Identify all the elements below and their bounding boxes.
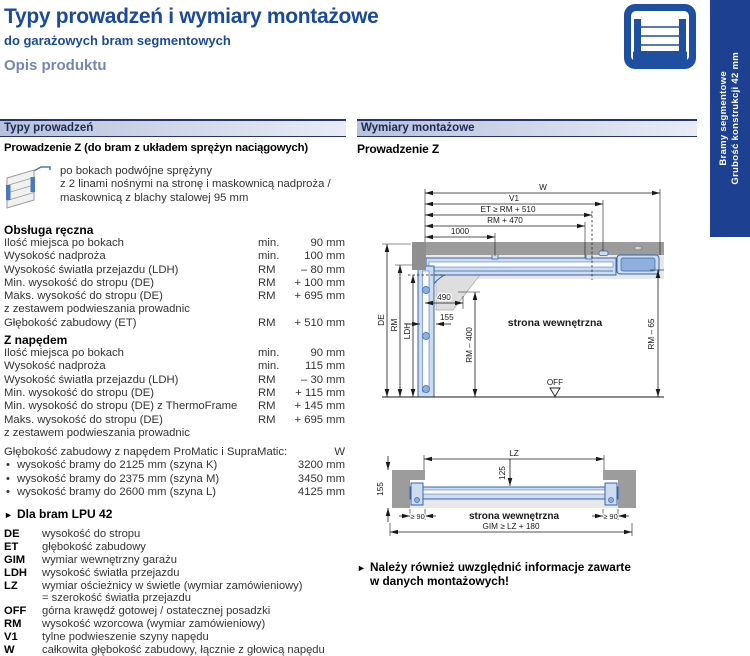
dim-155-label: 155 [376, 482, 385, 496]
row-value: + 695 mm [294, 290, 345, 303]
row-label: wysokość bramy do 2375 mm (szyna M) [17, 472, 220, 485]
legend-def: górna krawędź gotowej / ostatecznej posadzki [42, 605, 271, 618]
row-ref: RM [258, 373, 276, 386]
dim-et-label: ET ≥ RM + 510 [480, 205, 536, 214]
note-line-1: Należy również uwzględnić informacje zawarte [370, 560, 631, 574]
row-value: + 145 mm [294, 400, 345, 413]
row-value: 3450 mm [297, 472, 345, 485]
track-z-heading-right: Prowadzenie Z [357, 142, 440, 156]
dim-ge90-right-label: ≥ 90 [603, 512, 618, 521]
row-label: Wysokość światła przejazdu (LDH) [4, 373, 179, 386]
legend-def: całkowita głębokość zabudowy, łącznie z głowicą napędu [42, 643, 325, 656]
caption-line-1: po bokach podwójne sprężyny [60, 165, 212, 177]
legend-term: V1 [4, 630, 18, 643]
mounting-data-note-text [370, 560, 631, 588]
dim-de-label: DE [377, 314, 386, 326]
row-ref: min. [258, 237, 280, 249]
off-label: OFF [546, 378, 564, 387]
caption-line-3: maskownicą z blachy stalowej 95 mm [60, 191, 249, 204]
side-section-diagram [355, 168, 700, 418]
inner-side-label: strona wewnętrzna [507, 317, 603, 329]
table-row [4, 414, 345, 427]
legend-row [4, 644, 345, 656]
v1-suspension [599, 251, 608, 256]
row-ref: RM [258, 386, 276, 399]
with-operator-table [4, 347, 345, 440]
legend-row [4, 541, 345, 554]
table-row [4, 347, 345, 360]
dim-lz-label: LZ [509, 449, 519, 458]
off-floor-marker [547, 378, 563, 397]
dim-490-label: 490 [437, 293, 451, 302]
row-ref: min. [258, 360, 280, 373]
row-value: + 510 mm [294, 316, 345, 329]
table-row [4, 317, 345, 330]
mounting-data-note [357, 560, 692, 588]
legend-def: wysokość do stropu [42, 528, 141, 541]
legend-def: wymiar wewnętrzny garażu [42, 553, 177, 566]
pointer-icon: ► [357, 563, 366, 573]
legend-term: ET [4, 541, 19, 554]
lpu42-note-text: Dla bram LPU 42 [17, 507, 113, 522]
caption-line-2: z 2 linami nośnymi na stronę i maskownicą nadproża / [60, 178, 331, 191]
intro-unit: W [334, 446, 345, 459]
row-label: Min. wysokość do stropu (DE) [4, 276, 155, 289]
legend-def: = szerokość światła przejazdu [42, 592, 191, 605]
sectional-door-icon [624, 4, 696, 74]
dim-155-label: 155 [440, 313, 454, 322]
row-ref: RM [258, 276, 276, 289]
lintel [412, 242, 426, 270]
note-line-2: w danych montażowych! [370, 574, 509, 588]
dim-rm65-label: RM – 65 [647, 318, 656, 350]
table-row [4, 277, 345, 290]
row-ref: RM [258, 413, 276, 426]
row-value [292, 427, 345, 440]
lpu42-note [4, 507, 345, 522]
legend-def: wymiar ościeżnicy w świetle (wymiar zamówieniowy) [42, 579, 303, 592]
row-ref: RM [258, 290, 276, 303]
row-label: Min. wysokość do stropu (DE) z ThermoFrame [4, 400, 238, 413]
row-label: Wysokość nadproża [4, 250, 106, 263]
row-value: + 100 mm [294, 276, 345, 289]
edge-tab-line2: Grubość konstrukcji 42 mm [730, 52, 741, 185]
legend-term: DE [4, 528, 20, 541]
bullet-row [4, 459, 345, 472]
row-label: Głębokość zabudowy (ET) [4, 316, 137, 329]
legend-row-continuation [4, 592, 345, 605]
page-title: Typy prowadzeń i wymiary montażowe [4, 5, 379, 28]
table-row [4, 303, 345, 316]
operator-depth-intro [4, 446, 345, 459]
operator-depth-block [4, 446, 345, 499]
bullet: • [6, 486, 10, 499]
table-row [4, 237, 345, 250]
row-ref [258, 303, 292, 316]
row-label: Ilość miejsca po bokach [4, 347, 124, 360]
legend-term: W [4, 643, 15, 656]
bullet-row [4, 486, 345, 499]
table-row [4, 290, 345, 303]
dim-ldh-label: LDH [403, 322, 412, 340]
legend-term: GIM [4, 553, 26, 566]
dim-rm-label: RM [390, 318, 399, 332]
row-value: 90 mm [310, 237, 345, 249]
row-value: – 30 mm [301, 373, 345, 386]
table-row [4, 374, 345, 387]
ceiling [412, 242, 664, 255]
row-label: Wysokość nadproża [4, 360, 106, 373]
intro-label: Głębokość zabudowy z napędem ProMatic i SupraMatic: [4, 446, 288, 459]
row-value: 115 mm [305, 360, 345, 373]
row-value: + 695 mm [294, 413, 345, 426]
legend-row [4, 567, 345, 580]
table-row [4, 250, 345, 263]
row-label: wysokość bramy do 2125 mm (szyna K) [17, 459, 218, 472]
section-bar-track-types: Typy prowadzeń [0, 119, 346, 137]
edge-tab-text [718, 52, 742, 185]
dim-w-label: W [539, 183, 547, 192]
dim-rm470-label: RM + 470 [487, 216, 523, 225]
row-label: Wysokość światła przejazdu (LDH) [4, 263, 179, 276]
legend-def: głębokość zabudowy [42, 541, 146, 554]
plan-view-diagram [355, 443, 655, 548]
table-row [4, 264, 345, 277]
dim-rm400-label: RM – 400 [465, 327, 474, 363]
section-bar-mounting-dimensions: Wymiary montażowe [357, 119, 697, 137]
dim-125-label: 125 [498, 466, 507, 480]
row-value: 100 mm [304, 250, 345, 263]
row-label: z zestawem podwieszania prowadnic [4, 303, 190, 316]
bullet-row [4, 473, 345, 486]
row-label: Maks. wysokość do stropu (DE) [4, 413, 163, 426]
with-operator-heading: Z napędem [4, 333, 68, 348]
table-row [4, 427, 345, 440]
row-ref: RM [258, 316, 276, 329]
door-sketch-icon [4, 165, 52, 209]
left-column [4, 160, 345, 656]
edge-tab-line1: Bramy segmentowe [718, 71, 729, 166]
row-label: wysokość bramy do 2600 mm (szyna L) [17, 486, 217, 499]
row-ref: RM [258, 400, 276, 413]
legend-row [4, 618, 345, 631]
row-value: 3200 mm [297, 459, 345, 472]
row-label: Maks. wysokość do stropu (DE) [4, 290, 163, 303]
row-ref: min. [258, 347, 280, 360]
row-value: – 80 mm [301, 263, 345, 276]
dim-gim-label: GIM ≥ LZ + 180 [482, 522, 540, 531]
legend-term: LZ [4, 579, 18, 592]
table-row [4, 400, 345, 413]
track-z-heading: Prowadzenie Z (do bram z układem sprężyn naciągowych) [4, 142, 309, 154]
legend-term: RM [4, 617, 22, 630]
row-ref: RM [258, 263, 276, 276]
row-value: 4125 mm [297, 486, 345, 499]
legend-row [4, 631, 345, 644]
legend-row [4, 554, 345, 567]
row-value: 90 mm [310, 347, 345, 360]
legend-def: wysokość wzorcowa (wymiar zamówieniowy) [42, 617, 266, 630]
track-z-caption [60, 165, 331, 209]
table-row [4, 360, 345, 373]
row-value: + 115 mm [295, 386, 345, 399]
legend-def: tylne podwieszenie szyny napędu [42, 630, 209, 643]
legend-row [4, 580, 345, 593]
bullet: • [6, 472, 10, 485]
inner-side-label: strona wewnętrzna [468, 511, 560, 522]
dim-ge90-left-label: ≥ 90 [410, 512, 425, 521]
table-row [4, 387, 345, 400]
section-label: Opis produktu [4, 57, 107, 74]
page-subtitle: do garażowych bram segmentowych [4, 33, 231, 48]
pointer-icon: ► [4, 510, 13, 521]
row-value [292, 303, 345, 316]
row-label: Min. wysokość do stropu (DE) [4, 386, 155, 399]
track-z-description [4, 165, 345, 209]
row-label: z zestawem podwieszania prowadnic [4, 426, 190, 439]
dim-v1-label: V1 [508, 194, 520, 203]
legend-term: OFF [4, 605, 27, 618]
row-ref [258, 427, 292, 440]
structure [392, 470, 636, 508]
bullet: • [6, 459, 10, 472]
row-label: Ilość miejsca po bokach [4, 237, 124, 249]
row-ref: min. [258, 250, 280, 263]
abbreviation-legend [4, 528, 345, 656]
manual-operation-heading: Obsługa ręczna [4, 223, 94, 237]
off-arrow-icon [550, 388, 560, 397]
manual-operation-table [4, 237, 345, 330]
edge-tab [710, 0, 750, 237]
legend-row [4, 528, 345, 541]
legend-term: LDH [4, 566, 27, 579]
legend-row [4, 605, 345, 618]
legend-def: wysokość światła przejazdu [42, 566, 180, 579]
dim-1000-label: 1000 [450, 227, 470, 236]
